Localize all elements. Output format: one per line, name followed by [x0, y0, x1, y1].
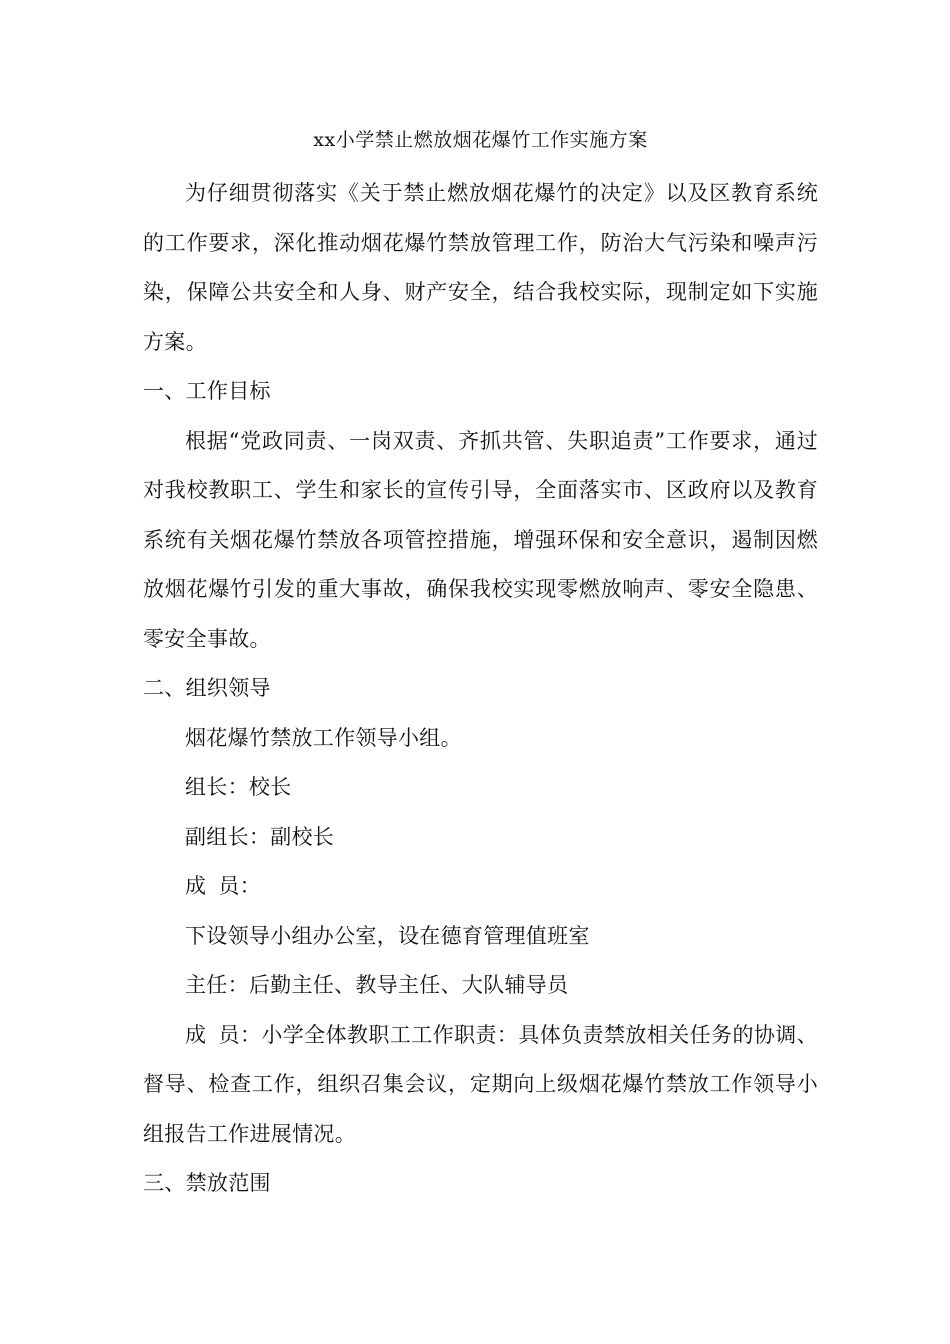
director-line: 主任：后勤主任、教导主任、大队辅导员 — [185, 973, 569, 997]
staff-label-first: 成 — [185, 1022, 207, 1047]
section-heading-organization: 二、组织领导 — [143, 676, 271, 700]
leader-line: 组长：校长 — [185, 775, 292, 799]
office-line: 下设领导小组办公室，设在德育管理值班室 — [185, 923, 590, 948]
intro-paragraph: 为仔细贯彻落实《关于禁止燃放烟花爆竹的决定》以及区教育系统的工作要求，深化推动烟花爆竹禁放管理工作，防治大气污染和噪声污染，保障公共安全和人身、财产安全，结合我校实际，现制定如下实施方案。 — [143, 181, 818, 354]
document-title: xx小学禁止燃放烟花爆竹工作实施方案 — [313, 129, 648, 151]
members-label-first: 成 — [185, 874, 207, 898]
section-heading-goals: 一、工作目标 — [143, 379, 271, 403]
members-line — [143, 862, 818, 912]
group-name-line: 烟花爆竹禁放工作领导小组。 — [185, 725, 462, 750]
deputy-leader-line: 副组长：副校长 — [185, 824, 335, 849]
staff-duties-text: 员：小学全体教职工工作职责：具体负责禁放相关任务的协调、督导、检查工作，组织召集会议，定期向上级烟花爆竹禁放工作领导小组报告工作进展情况。 — [143, 1022, 818, 1146]
staff-duties-paragraph — [143, 1011, 818, 1160]
section-heading-scope: 三、禁放范围 — [143, 1171, 271, 1195]
members-label-second: 员： — [218, 874, 261, 898]
document-body — [143, 120, 818, 1209]
goals-paragraph: 根据“党政同责、一岗双责、齐抓共管、失职追责”工作要求，通过对我校教职工、学生和家长的宣传引导，全面落实市、区政府以及教育系统有关烟花爆竹禁放各项管控措施，增强环保和安全意识，遏制因燃放烟花爆竹引发的重大事故，确保我校实现零燃放响声、零安全隐患、零安全事故。 — [143, 428, 818, 651]
